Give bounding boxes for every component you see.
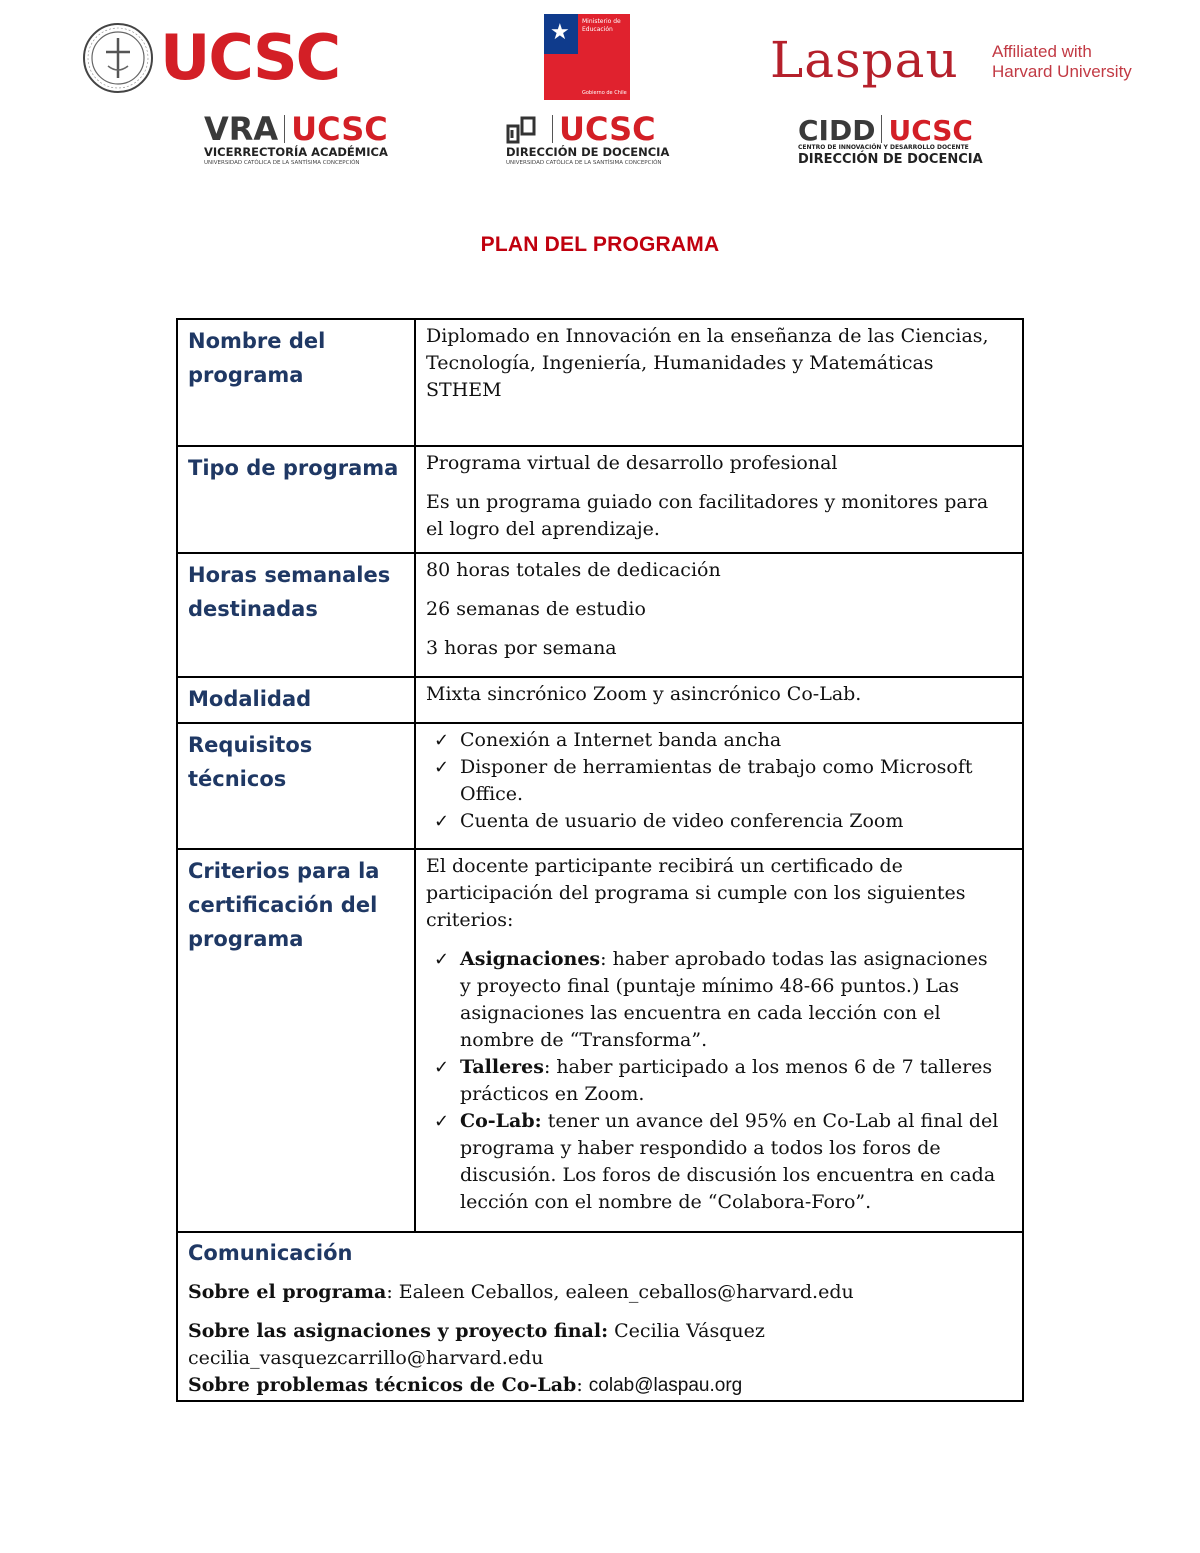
criterio-text: programa y haber respondido a todos los foros de bbox=[460, 1137, 941, 1159]
criterio-asignaciones bbox=[426, 946, 1012, 1054]
contact-tecnicos-value: colab@laspau.org bbox=[588, 1375, 743, 1396]
contact-asignaciones-value: Cecilia Vásquez bbox=[608, 1320, 765, 1342]
value-modalidad: Mixta sincrónico Zoom y asincrónico Co-Lab. bbox=[426, 683, 862, 705]
value-requisitos bbox=[416, 724, 1022, 835]
nombre-line-3: STHEM bbox=[426, 379, 502, 401]
horas-item-3: 3 horas por semana bbox=[426, 637, 617, 659]
contact-asignaciones-email: cecilia_vasquezcarrillo@harvard.edu bbox=[188, 1347, 544, 1369]
label-comunicacion: Comunicación bbox=[188, 1241, 353, 1265]
cidd-ucsc-logo bbox=[798, 114, 988, 174]
criterio-bold: Asignaciones bbox=[460, 948, 601, 970]
criterio-text: : haber aprobado todas las asignaciones bbox=[600, 948, 988, 970]
criterio-text: tener un avance del 95% en Co-Lab al final del bbox=[541, 1110, 999, 1132]
plan-table bbox=[176, 318, 1024, 1402]
direccion-ucsc-text: UCSC bbox=[559, 110, 656, 148]
row-requisitos bbox=[177, 723, 1023, 849]
direccion-docencia-logo bbox=[506, 112, 696, 174]
laspau-logo bbox=[770, 28, 1150, 98]
nombre-line-1: Diplomado en Innovación en la enseñanza de las Ciencias, bbox=[426, 325, 989, 347]
criterio-text: prácticos en Zoom. bbox=[460, 1083, 645, 1105]
ministerio-educacion-logo bbox=[544, 14, 630, 100]
label-modalidad: Modalidad bbox=[188, 687, 312, 711]
label-requisitos-line-1: Requisitos bbox=[188, 733, 313, 757]
label-requisitos bbox=[178, 724, 414, 796]
ministerio-line-1: Ministerio de bbox=[582, 18, 621, 25]
ministerio-line-2: Educación bbox=[582, 26, 613, 33]
vra-subtitle: VICERRECTORÍA ACADÉMICA bbox=[204, 145, 388, 159]
comunicacion-section bbox=[178, 1233, 1022, 1399]
criterio-bold: Co-Lab: bbox=[460, 1110, 542, 1132]
label-tipo: Tipo de programa bbox=[188, 456, 399, 480]
row-comunicacion bbox=[177, 1232, 1023, 1401]
requisito-text: Cuenta de usuario de video conferencia Zoom bbox=[460, 810, 904, 832]
cidd-text: CIDD bbox=[798, 114, 876, 147]
horas-item-1: 80 horas totales de dedicación bbox=[426, 559, 721, 581]
criterio-text: y proyecto final (puntaje mínimo 48-66 puntos.) Las bbox=[460, 975, 960, 997]
requisito-item bbox=[426, 808, 1012, 835]
vra-ucsc-text: UCSC bbox=[291, 110, 388, 148]
row-tipo bbox=[177, 446, 1023, 553]
contact-programa bbox=[188, 1279, 1012, 1306]
criterio-talleres bbox=[426, 1054, 1012, 1108]
requisito-text: Office. bbox=[460, 783, 524, 805]
nombre-line-2: Tecnología, Ingeniería, Humanidades y Matemáticas bbox=[426, 352, 934, 374]
criterios-intro-1: El docente participante recibirá un certificado de bbox=[426, 855, 903, 877]
star-icon: ★ bbox=[550, 20, 570, 45]
criterio-text: discusión. Los foros de discusión los encuentra en cada bbox=[460, 1164, 996, 1186]
criterios-intro-3: criterios: bbox=[426, 909, 514, 931]
laspau-wordmark: Laspau bbox=[770, 31, 959, 89]
label-horas-line-2: destinadas bbox=[188, 597, 318, 621]
ucsc-wordmark: UCSC bbox=[160, 21, 340, 94]
label-criterios bbox=[178, 850, 414, 956]
tipo-p2-line-1: Es un programa guiado con facilitadores y monitores para bbox=[426, 491, 989, 513]
label-horas bbox=[178, 554, 414, 626]
value-horas bbox=[416, 554, 1022, 662]
ucsc-seal-icon bbox=[82, 22, 154, 94]
criterios-list bbox=[426, 946, 1012, 1216]
label-nombre-line-2: programa bbox=[188, 363, 304, 387]
contact-tecnicos-label: Sobre problemas técnicos de Co-Lab bbox=[188, 1374, 577, 1396]
laspau-affiliation-line-1: Affiliated with bbox=[992, 42, 1092, 61]
label-criterios-line-1: Criterios para la bbox=[188, 859, 380, 883]
laspau-affiliation-line-2: Harvard University bbox=[992, 62, 1132, 81]
contact-asignaciones bbox=[188, 1318, 1012, 1345]
direccion-subtitle: DIRECCIÓN DE DOCENCIA bbox=[506, 145, 670, 159]
laspau-affiliation bbox=[992, 42, 1162, 82]
cidd-ucsc-text: UCSC bbox=[888, 114, 973, 147]
tipo-p2-line-2: el logro del aprendizaje. bbox=[426, 518, 660, 540]
criterio-text: nombre de “Transforma”. bbox=[460, 1029, 708, 1051]
criterio-text: lección con el nombre de “Colabora-Foro”. bbox=[460, 1191, 872, 1213]
vra-university: UNIVERSIDAD CATÓLICA DE LA SANTÍSIMA CONCEPCIÓN bbox=[204, 160, 360, 166]
direccion-university: UNIVERSIDAD CATÓLICA DE LA SANTÍSIMA CONCEPCIÓN bbox=[506, 160, 662, 166]
requisito-item bbox=[426, 754, 1012, 808]
label-nombre bbox=[178, 320, 414, 392]
label-horas-line-1: Horas semanales bbox=[188, 563, 391, 587]
dd-mark-icon bbox=[506, 114, 546, 144]
value-criterios bbox=[416, 850, 1022, 1216]
tipo-p1: Programa virtual de desarrollo profesional bbox=[426, 452, 838, 474]
page-title: PLAN DEL PROGRAMA bbox=[480, 233, 720, 256]
label-criterios-line-2: certificación del bbox=[188, 893, 378, 917]
contact-asignaciones-label: Sobre las asignaciones y proyecto final: bbox=[188, 1320, 609, 1342]
row-horas bbox=[177, 553, 1023, 677]
ucsc-logo bbox=[82, 21, 340, 102]
requisito-text: ✓ Disponer de herramientas de trabajo como Microsoft bbox=[460, 756, 973, 778]
criterios-intro-2: participación del programa si cumple con los siguientes bbox=[426, 882, 966, 904]
requisito-item bbox=[426, 727, 1012, 754]
label-nombre-line-1: Nombre del bbox=[188, 329, 326, 353]
vra-ucsc-logo bbox=[204, 112, 394, 172]
label-requisitos-line-2: técnicos bbox=[188, 767, 287, 791]
requisito-text: Conexión a Internet banda ancha bbox=[460, 729, 782, 751]
contact-programa-value: : Ealeen Ceballos, ealeen_ceballos@harvard.edu bbox=[386, 1281, 854, 1303]
cidd-subtitle: CENTRO DE INNOVACIÓN Y DESARROLLO DOCENTE bbox=[798, 144, 969, 151]
value-tipo bbox=[416, 447, 1022, 543]
criterio-bold: Talleres bbox=[460, 1056, 544, 1078]
row-criterios bbox=[177, 849, 1023, 1232]
criterio-colab bbox=[426, 1108, 1012, 1216]
contact-programa-label: Sobre el programa bbox=[188, 1281, 387, 1303]
label-criterios-line-3: programa bbox=[188, 927, 304, 951]
requisitos-list bbox=[426, 727, 1012, 835]
gobierno-text: Gobierno de Chile bbox=[582, 90, 627, 96]
horas-item-2: 26 semanas de estudio bbox=[426, 598, 646, 620]
value-nombre bbox=[416, 320, 1022, 404]
row-nombre bbox=[177, 319, 1023, 446]
contact-tecnicos-sep: : bbox=[576, 1374, 589, 1396]
row-modalidad bbox=[177, 677, 1023, 723]
contact-tecnicos bbox=[188, 1372, 1012, 1399]
vra-text: VRA bbox=[204, 110, 279, 148]
criterio-text: asignaciones las encuentra en cada lección con el bbox=[460, 1002, 941, 1024]
cidd-direccion: DIRECCIÓN DE DOCENCIA bbox=[798, 152, 983, 167]
criterio-text: : haber participado a los menos 6 de 7 talleres bbox=[543, 1056, 993, 1078]
